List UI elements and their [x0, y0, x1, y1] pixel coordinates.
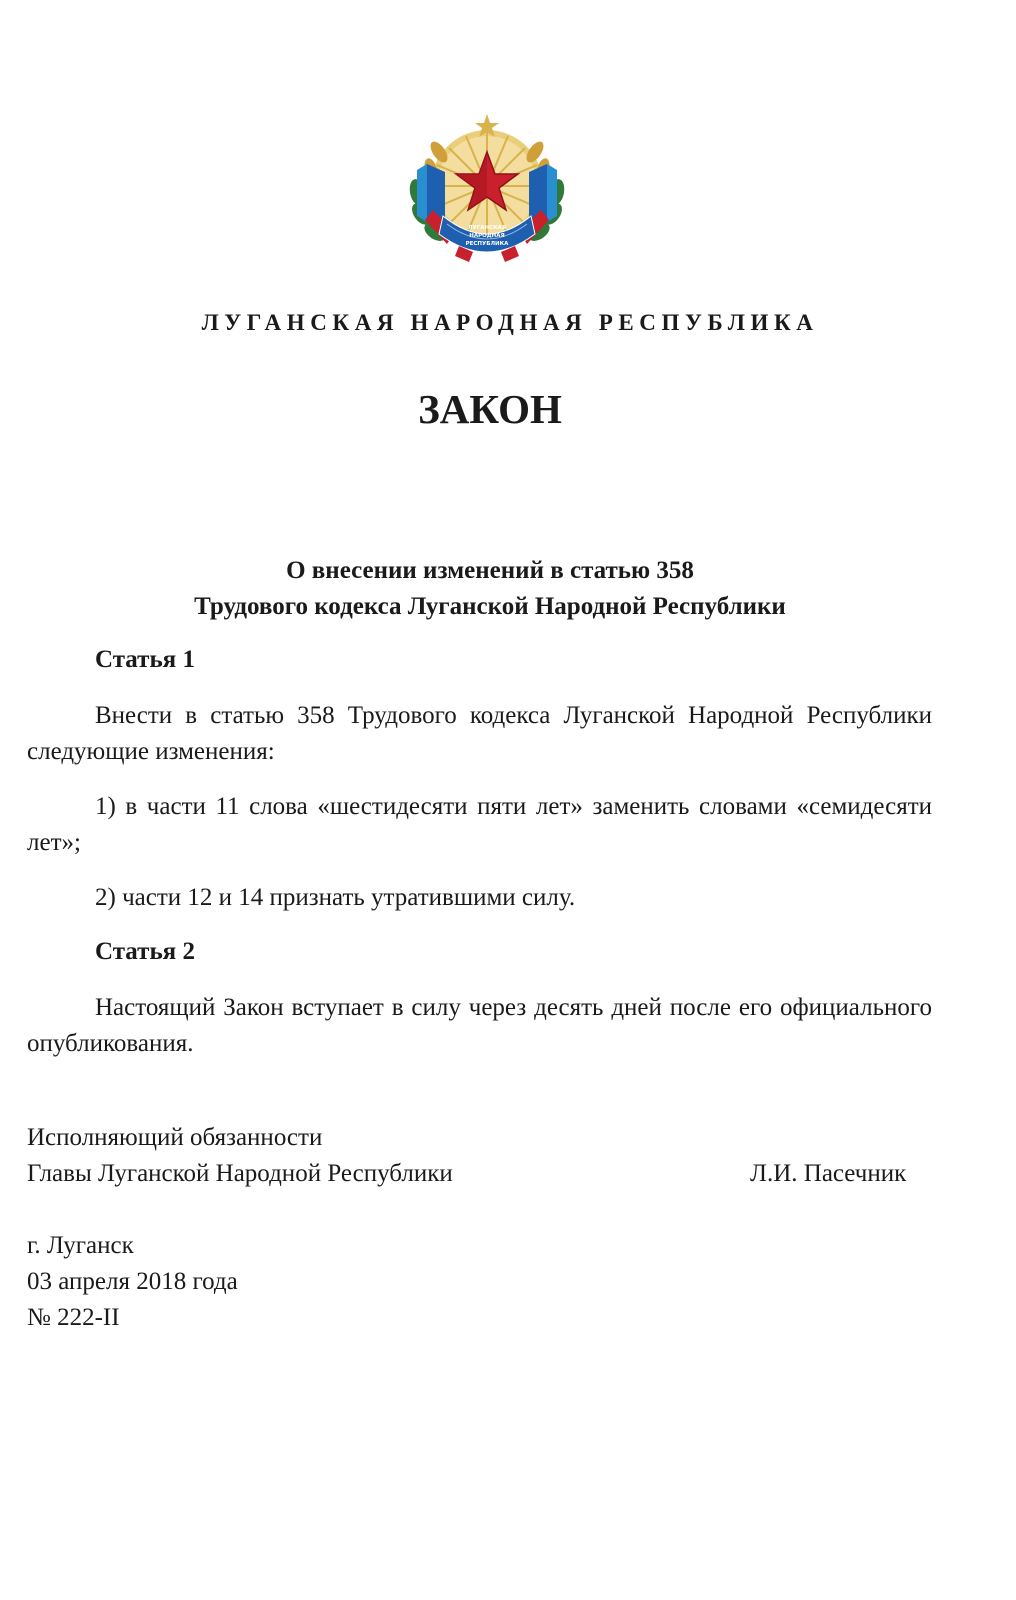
article-1-heading: Статья 1 — [95, 646, 195, 673]
coat-of-arms-emblem — [403, 112, 571, 270]
footer-number: № 222-II — [27, 1304, 120, 1331]
article-2-paragraph-1: Настоящий Закон вступает в силу через десять дней после его официального опубликования. — [27, 994, 932, 1057]
article-1-paragraph-2: 1) в части 11 слова «шестидесяти пяти лет» заменить словами «семидесяти лет»; — [27, 793, 932, 856]
law-title-line-1: О внесении изменений в статью 358 — [286, 557, 694, 584]
footer-date: 03 апреля 2018 года — [27, 1268, 238, 1295]
signer-position — [27, 1120, 453, 1192]
document-type: ЗАКОН — [418, 386, 562, 432]
signer-position-line-1: Исполняющий обязанности — [27, 1124, 323, 1151]
law-title — [0, 553, 980, 625]
article-1-paragraph-3: 2) части 12 и 14 признать утратившими силу. — [95, 884, 576, 911]
article-2-heading: Статья 2 — [95, 938, 195, 965]
svg-text:ЛУГАНСКАЯ: ЛУГАНСКАЯ — [467, 225, 507, 231]
signer-position-line-2: Главы Луганской Народной Республики — [27, 1160, 453, 1187]
svg-text:РЕСПУБЛИКА: РЕСПУБЛИКА — [465, 241, 509, 247]
document-footer — [27, 1228, 238, 1336]
republic-name: ЛУГАНСКАЯ НАРОДНАЯ РЕСПУБЛИКА — [201, 310, 819, 335]
article-1-paragraph-1: Внести в статью 358 Трудового кодекса Луганской Народной Республики следующие изменения: — [27, 702, 932, 765]
signer-name: Л.И. Пасечник — [750, 1160, 907, 1187]
svg-text:НАРОДНАЯ: НАРОДНАЯ — [469, 233, 505, 239]
law-title-line-2: Трудового кодекса Луганской Народной Республики — [194, 593, 786, 620]
footer-city: г. Луганск — [27, 1232, 134, 1259]
